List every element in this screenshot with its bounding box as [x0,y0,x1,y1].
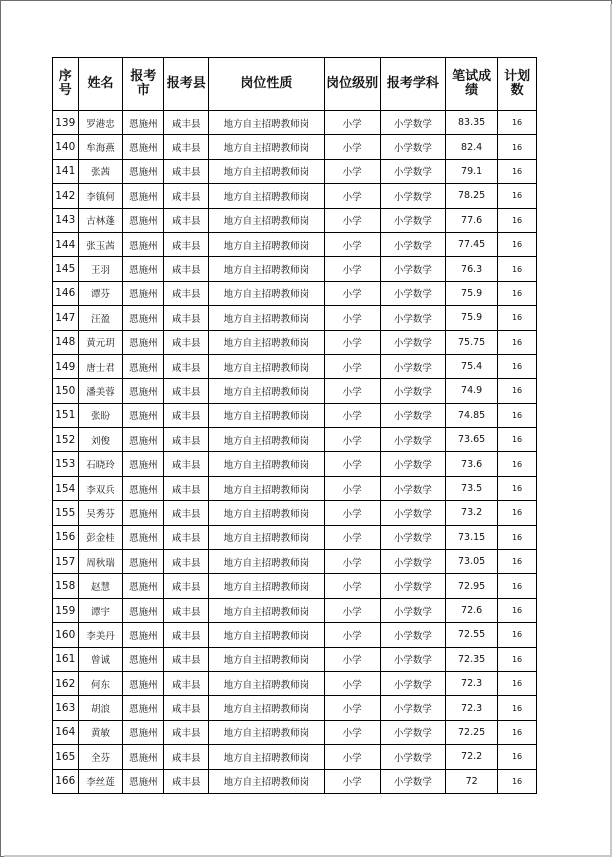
county-cell: 咸丰县 [164,330,209,354]
post-level-cell: 小学 [324,671,380,695]
name-cell: 谭宇 [78,598,123,622]
county-cell: 咸丰县 [164,208,209,232]
subject-cell: 小学数学 [380,769,445,793]
city-cell: 恩施州 [123,574,164,598]
county-cell: 咸丰县 [164,354,209,378]
header-cell: 岗位级别 [324,58,380,111]
subject-cell: 小学数学 [380,306,445,330]
plan-cell: 16 [498,111,537,135]
score-cell: 72 [446,769,498,793]
plan-cell: 16 [498,671,537,695]
plan-cell: 16 [498,403,537,427]
county-cell: 咸丰县 [164,525,209,549]
county-cell: 咸丰县 [164,647,209,671]
name-cell: 胡浪 [78,696,123,720]
table-row [53,525,537,549]
name-cell: 刘俊 [78,428,123,452]
name-cell: 牟海燕 [78,135,123,159]
post-level-cell: 小学 [324,281,380,305]
name-cell: 张茜 [78,159,123,183]
seq-cell: 166 [53,769,79,793]
header-cell: 序号 [53,58,79,111]
post-level-cell: 小学 [324,452,380,476]
post-type-cell: 地方自主招聘教师岗 [209,769,324,793]
table-row [53,379,537,403]
score-cell: 77.6 [446,208,498,232]
city-cell: 恩施州 [123,452,164,476]
score-cell: 72.55 [446,623,498,647]
subject-cell: 小学数学 [380,428,445,452]
post-level-cell: 小学 [324,647,380,671]
table-row [53,696,537,720]
post-level-cell: 小学 [324,501,380,525]
county-cell: 咸丰县 [164,184,209,208]
header-cell: 报考市 [123,58,164,111]
seq-cell: 162 [53,671,79,695]
plan-cell: 16 [498,623,537,647]
city-cell: 恩施州 [123,769,164,793]
post-type-cell: 地方自主招聘教师岗 [209,501,324,525]
plan-cell: 16 [498,501,537,525]
subject-cell: 小学数学 [380,232,445,256]
city-cell: 恩施州 [123,671,164,695]
county-cell: 咸丰县 [164,745,209,769]
county-cell: 咸丰县 [164,111,209,135]
post-level-cell: 小学 [324,354,380,378]
table-row [53,452,537,476]
plan-cell: 16 [498,184,537,208]
name-cell: 石晓玲 [78,452,123,476]
score-cell: 75.4 [446,354,498,378]
seq-cell: 153 [53,452,79,476]
subject-cell: 小学数学 [380,135,445,159]
score-cell: 79.1 [446,159,498,183]
county-cell: 咸丰县 [164,671,209,695]
name-cell: 王羽 [78,257,123,281]
county-cell: 咸丰县 [164,379,209,403]
post-type-cell: 地方自主招聘教师岗 [209,330,324,354]
score-cell: 72.35 [446,647,498,671]
plan-cell: 16 [498,135,537,159]
county-cell: 咸丰县 [164,550,209,574]
subject-cell: 小学数学 [380,208,445,232]
score-cell: 82.4 [446,135,498,159]
table-row [53,745,537,769]
table-row [53,671,537,695]
seq-cell: 157 [53,550,79,574]
table-row [53,598,537,622]
subject-cell: 小学数学 [380,111,445,135]
header-cell: 岗位性质 [209,58,324,111]
post-level-cell: 小学 [324,111,380,135]
seq-cell: 160 [53,623,79,647]
post-type-cell: 地方自主招聘教师岗 [209,696,324,720]
subject-cell: 小学数学 [380,257,445,281]
plan-cell: 16 [498,379,537,403]
table-row [53,111,537,135]
table-row [53,354,537,378]
post-level-cell: 小学 [324,476,380,500]
county-cell: 咸丰县 [164,403,209,427]
score-cell: 73.2 [446,501,498,525]
seq-cell: 159 [53,598,79,622]
subject-cell: 小学数学 [380,379,445,403]
name-cell: 张玉茜 [78,232,123,256]
name-cell: 曾诚 [78,647,123,671]
post-level-cell: 小学 [324,330,380,354]
table-row [53,257,537,281]
table-row [53,281,537,305]
city-cell: 恩施州 [123,159,164,183]
table-row [53,476,537,500]
post-type-cell: 地方自主招聘教师岗 [209,525,324,549]
city-cell: 恩施州 [123,476,164,500]
plan-cell: 16 [498,354,537,378]
name-cell: 全芬 [78,745,123,769]
post-type-cell: 地方自主招聘教师岗 [209,135,324,159]
post-level-cell: 小学 [324,745,380,769]
score-cell: 77.45 [446,232,498,256]
name-cell: 罗港忠 [78,111,123,135]
plan-cell: 16 [498,306,537,330]
county-cell: 咸丰县 [164,696,209,720]
post-level-cell: 小学 [324,598,380,622]
plan-cell: 16 [498,696,537,720]
county-cell: 咸丰县 [164,257,209,281]
post-type-cell: 地方自主招聘教师岗 [209,111,324,135]
post-type-cell: 地方自主招聘教师岗 [209,452,324,476]
post-type-cell: 地方自主招聘教师岗 [209,671,324,695]
city-cell: 恩施州 [123,501,164,525]
seq-cell: 158 [53,574,79,598]
seq-cell: 140 [53,135,79,159]
subject-cell: 小学数学 [380,671,445,695]
subject-cell: 小学数学 [380,281,445,305]
name-cell: 古林蓬 [78,208,123,232]
table-body [53,111,537,794]
score-cell: 73.15 [446,525,498,549]
seq-cell: 141 [53,159,79,183]
table-row [53,159,537,183]
city-cell: 恩施州 [123,281,164,305]
county-cell: 咸丰县 [164,135,209,159]
plan-cell: 16 [498,550,537,574]
seq-cell: 146 [53,281,79,305]
table-row [53,184,537,208]
header-cell: 笔试成绩 [446,58,498,111]
table-row [53,769,537,793]
plan-cell: 16 [498,330,537,354]
seq-cell: 163 [53,696,79,720]
post-level-cell: 小学 [324,428,380,452]
county-cell: 咸丰县 [164,623,209,647]
name-cell: 赵慧 [78,574,123,598]
name-cell: 潘美蓉 [78,379,123,403]
seq-cell: 149 [53,354,79,378]
seq-cell: 147 [53,306,79,330]
seq-cell: 145 [53,257,79,281]
name-cell: 黄元玥 [78,330,123,354]
post-type-cell: 地方自主招聘教师岗 [209,354,324,378]
name-cell: 何东 [78,671,123,695]
post-type-cell: 地方自主招聘教师岗 [209,720,324,744]
subject-cell: 小学数学 [380,623,445,647]
score-cell: 73.05 [446,550,498,574]
score-cell: 75.9 [446,306,498,330]
post-type-cell: 地方自主招聘教师岗 [209,379,324,403]
score-cell: 74.85 [446,403,498,427]
plan-cell: 16 [498,720,537,744]
plan-cell: 16 [498,525,537,549]
table-row [53,403,537,427]
county-cell: 咸丰县 [164,720,209,744]
city-cell: 恩施州 [123,208,164,232]
city-cell: 恩施州 [123,550,164,574]
score-cell: 73.65 [446,428,498,452]
name-cell: 吴秀芬 [78,501,123,525]
table-row [53,330,537,354]
post-type-cell: 地方自主招聘教师岗 [209,184,324,208]
seq-cell: 148 [53,330,79,354]
subject-cell: 小学数学 [380,452,445,476]
table-row [53,574,537,598]
post-level-cell: 小学 [324,769,380,793]
post-level-cell: 小学 [324,306,380,330]
city-cell: 恩施州 [123,257,164,281]
county-cell: 咸丰县 [164,306,209,330]
table-row [53,647,537,671]
county-cell: 咸丰县 [164,452,209,476]
name-cell: 李双兵 [78,476,123,500]
seq-cell: 139 [53,111,79,135]
post-type-cell: 地方自主招聘教师岗 [209,428,324,452]
post-level-cell: 小学 [324,550,380,574]
seq-cell: 161 [53,647,79,671]
city-cell: 恩施州 [123,379,164,403]
post-level-cell: 小学 [324,257,380,281]
seq-cell: 150 [53,379,79,403]
score-cell: 74.9 [446,379,498,403]
subject-cell: 小学数学 [380,184,445,208]
seq-cell: 144 [53,232,79,256]
subject-cell: 小学数学 [380,476,445,500]
plan-cell: 16 [498,232,537,256]
county-cell: 咸丰县 [164,232,209,256]
city-cell: 恩施州 [123,232,164,256]
subject-cell: 小学数学 [380,354,445,378]
subject-cell: 小学数学 [380,330,445,354]
score-cell: 72.2 [446,745,498,769]
name-cell: 黄敏 [78,720,123,744]
table-row [53,208,537,232]
table-row [53,428,537,452]
header-cell: 姓名 [78,58,123,111]
county-cell: 咸丰县 [164,428,209,452]
post-level-cell: 小学 [324,696,380,720]
post-type-cell: 地方自主招聘教师岗 [209,159,324,183]
table-row [53,501,537,525]
city-cell: 恩施州 [123,647,164,671]
score-cell: 83.35 [446,111,498,135]
subject-cell: 小学数学 [380,550,445,574]
score-cell: 75.75 [446,330,498,354]
post-level-cell: 小学 [324,525,380,549]
seq-cell: 164 [53,720,79,744]
county-cell: 咸丰县 [164,574,209,598]
subject-cell: 小学数学 [380,159,445,183]
post-level-cell: 小学 [324,623,380,647]
header-cell: 报考学科 [380,58,445,111]
score-cell: 72.3 [446,696,498,720]
name-cell: 彭金桂 [78,525,123,549]
subject-cell: 小学数学 [380,696,445,720]
plan-cell: 16 [498,159,537,183]
post-level-cell: 小学 [324,208,380,232]
subject-cell: 小学数学 [380,574,445,598]
name-cell: 李美丹 [78,623,123,647]
score-table [52,57,537,794]
seq-cell: 142 [53,184,79,208]
city-cell: 恩施州 [123,720,164,744]
post-level-cell: 小学 [324,574,380,598]
post-level-cell: 小学 [324,232,380,256]
county-cell: 咸丰县 [164,598,209,622]
name-cell: 谭芬 [78,281,123,305]
post-type-cell: 地方自主招聘教师岗 [209,598,324,622]
city-cell: 恩施州 [123,403,164,427]
score-cell: 73.5 [446,476,498,500]
table-row [53,550,537,574]
city-cell: 恩施州 [123,745,164,769]
plan-cell: 16 [498,769,537,793]
city-cell: 恩施州 [123,598,164,622]
subject-cell: 小学数学 [380,598,445,622]
score-cell: 72.6 [446,598,498,622]
name-cell: 李丝莲 [78,769,123,793]
subject-cell: 小学数学 [380,647,445,671]
county-cell: 咸丰县 [164,159,209,183]
city-cell: 恩施州 [123,306,164,330]
header-cell: 报考县 [164,58,209,111]
seq-cell: 156 [53,525,79,549]
post-type-cell: 地方自主招聘教师岗 [209,257,324,281]
plan-cell: 16 [498,281,537,305]
subject-cell: 小学数学 [380,745,445,769]
subject-cell: 小学数学 [380,403,445,427]
seq-cell: 143 [53,208,79,232]
name-cell: 张盼 [78,403,123,427]
subject-cell: 小学数学 [380,525,445,549]
post-type-cell: 地方自主招聘教师岗 [209,745,324,769]
table-row [53,306,537,330]
score-cell: 76.3 [446,257,498,281]
score-cell: 72.95 [446,574,498,598]
city-cell: 恩施州 [123,623,164,647]
post-type-cell: 地方自主招聘教师岗 [209,208,324,232]
table-row [53,135,537,159]
plan-cell: 16 [498,208,537,232]
table-row [53,232,537,256]
plan-cell: 16 [498,257,537,281]
seq-cell: 165 [53,745,79,769]
plan-cell: 16 [498,745,537,769]
county-cell: 咸丰县 [164,769,209,793]
city-cell: 恩施州 [123,354,164,378]
county-cell: 咸丰县 [164,476,209,500]
score-cell: 73.6 [446,452,498,476]
seq-cell: 152 [53,428,79,452]
post-type-cell: 地方自主招聘教师岗 [209,550,324,574]
score-cell: 75.9 [446,281,498,305]
plan-cell: 16 [498,574,537,598]
plan-cell: 16 [498,428,537,452]
city-cell: 恩施州 [123,135,164,159]
city-cell: 恩施州 [123,184,164,208]
subject-cell: 小学数学 [380,501,445,525]
plan-cell: 16 [498,598,537,622]
post-type-cell: 地方自主招聘教师岗 [209,403,324,427]
name-cell: 周秋瑞 [78,550,123,574]
seq-cell: 155 [53,501,79,525]
plan-cell: 16 [498,647,537,671]
county-cell: 咸丰县 [164,501,209,525]
post-level-cell: 小学 [324,379,380,403]
post-type-cell: 地方自主招聘教师岗 [209,623,324,647]
post-type-cell: 地方自主招聘教师岗 [209,476,324,500]
post-level-cell: 小学 [324,159,380,183]
post-type-cell: 地方自主招聘教师岗 [209,232,324,256]
seq-cell: 151 [53,403,79,427]
post-level-cell: 小学 [324,135,380,159]
post-level-cell: 小学 [324,184,380,208]
table-row [53,623,537,647]
city-cell: 恩施州 [123,111,164,135]
score-cell: 72.3 [446,671,498,695]
subject-cell: 小学数学 [380,720,445,744]
post-level-cell: 小学 [324,403,380,427]
city-cell: 恩施州 [123,525,164,549]
name-cell: 唐士君 [78,354,123,378]
score-cell: 72.25 [446,720,498,744]
name-cell: 汪盈 [78,306,123,330]
city-cell: 恩施州 [123,428,164,452]
score-cell: 78.25 [446,184,498,208]
city-cell: 恩施州 [123,696,164,720]
plan-cell: 16 [498,476,537,500]
table-row [53,720,537,744]
post-type-cell: 地方自主招聘教师岗 [209,574,324,598]
post-level-cell: 小学 [324,720,380,744]
header-row [53,58,537,111]
header-cell: 计划数 [498,58,537,111]
name-cell: 李镇何 [78,184,123,208]
post-type-cell: 地方自主招聘教师岗 [209,306,324,330]
city-cell: 恩施州 [123,330,164,354]
seq-cell: 154 [53,476,79,500]
post-type-cell: 地方自主招聘教师岗 [209,647,324,671]
plan-cell: 16 [498,452,537,476]
county-cell: 咸丰县 [164,281,209,305]
post-type-cell: 地方自主招聘教师岗 [209,281,324,305]
